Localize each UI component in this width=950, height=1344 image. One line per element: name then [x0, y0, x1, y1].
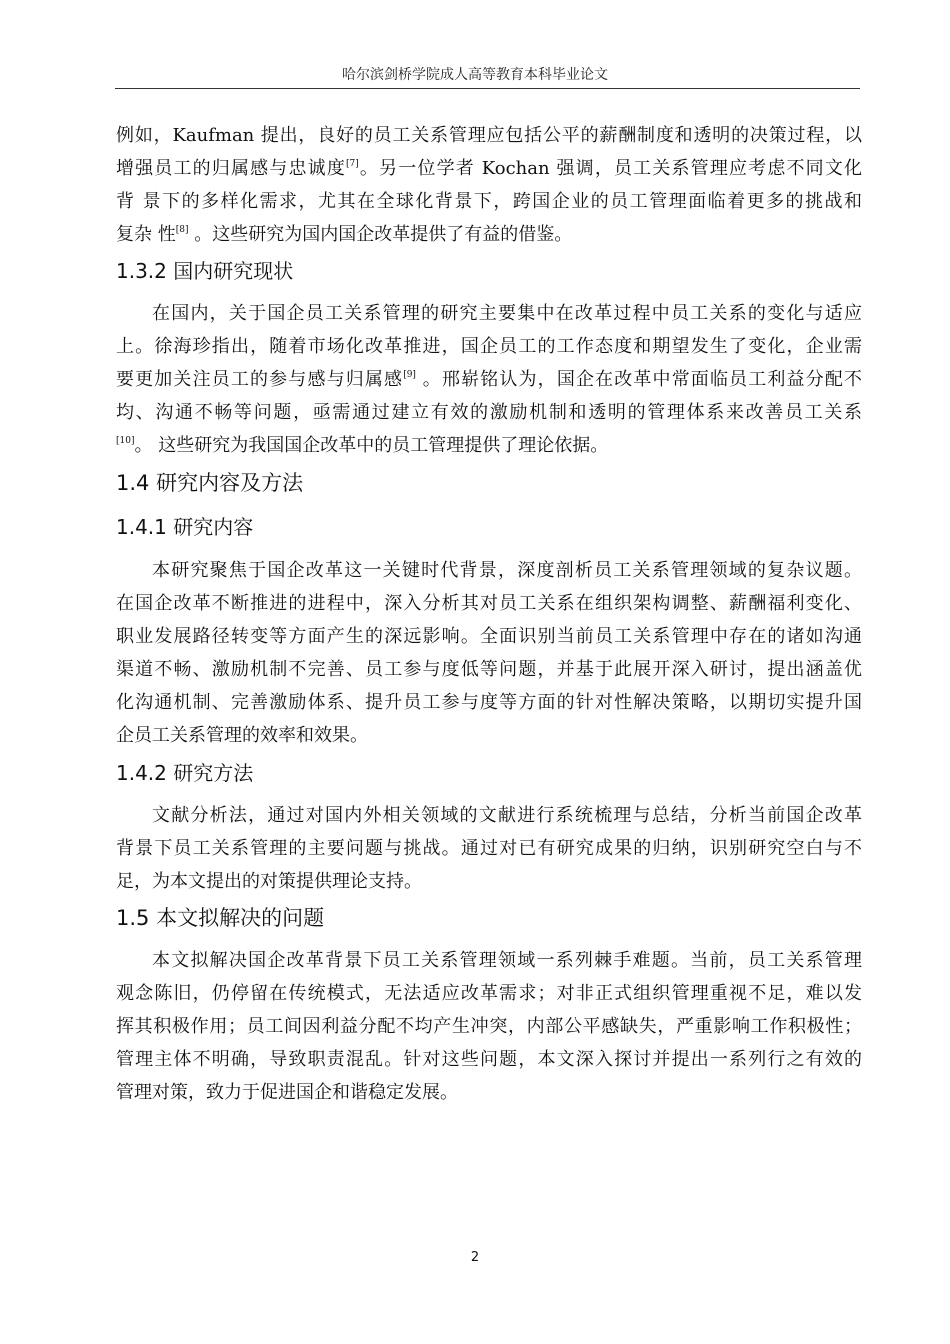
paragraph-line — [116, 190, 862, 214]
line-text: 背景下员工关系管理的主要问题与挑战。通过对已有研究成果的归纳，识别研究空白与不 — [116, 838, 862, 859]
line-text: 。 这些研究为我国国企改革中的员工管理提供了理论依据。 — [134, 435, 609, 456]
paragraph-line — [116, 1048, 862, 1072]
line-text: 挥其积极作用；员工间因利益分配不均产生冲突，内部公平感缺失，严重影响工作积极性； — [116, 1016, 862, 1037]
header-rule — [115, 88, 860, 89]
paragraph-line — [116, 658, 862, 682]
line-text: 。另一位学者 Kochan 强调，员工关系管理应考虑不同文化 — [358, 158, 862, 179]
paragraph-line — [152, 949, 862, 973]
paragraph-line — [116, 724, 862, 748]
citation-marker: [10] — [116, 436, 135, 446]
line-text: 背 景下的多样化需求，尤其在全球化背景下，跨国企业的员工管理面临着更多的挑战和 — [116, 191, 862, 212]
line-text: 。这些研究为国内国企改革提供了有益的借鉴。 — [188, 224, 573, 245]
section-heading: 1.4 研究内容及方法 — [116, 471, 304, 495]
line-text: 企员工关系管理的效率和效果。 — [116, 725, 368, 746]
paragraph-line — [152, 559, 862, 583]
paragraph-line — [116, 223, 862, 247]
line-text: 复杂 性 — [116, 224, 176, 245]
line-text: 足，为本文提出的对策提供理论支持。 — [116, 871, 422, 892]
paragraph-line — [116, 434, 862, 458]
paragraph-line — [116, 982, 862, 1006]
section-heading: 1.5 本文拟解决的问题 — [116, 906, 325, 930]
line-text: 观念陈旧，仍停留在传统模式，无法适应改革需求；对非正式组织管理重视不足，难以发 — [116, 983, 862, 1004]
paragraph-line — [116, 592, 862, 616]
paragraph-line — [116, 1081, 862, 1105]
paragraph-line — [116, 124, 862, 148]
paragraph-line — [152, 302, 862, 326]
paragraph-line — [116, 691, 862, 715]
paragraph-line — [116, 368, 862, 392]
line-text: 在国内，关于国企员工关系管理的研究主要集中在改革过程中员工关系的变化与适应 — [152, 303, 862, 324]
running-header: 哈尔滨剑桥学院成人高等教育本科毕业论文 — [342, 67, 608, 83]
paragraph-line — [152, 804, 862, 828]
paragraph-line — [116, 401, 862, 425]
line-text: 本研究聚焦于国企改革这一关键时代背景，深度剖析员工关系管理领域的复杂议题。 — [152, 560, 862, 581]
line-text: 在国企改革不断推进的进程中，深入分析其对员工关系在组织架构调整、薪酬福利变化、 — [116, 593, 862, 614]
paragraph-line — [116, 157, 862, 181]
line-text: 化沟通机制、完善激励体系、提升员工参与度等方面的针对性解决策略，以期切实提升国 — [116, 692, 862, 713]
line-text: 例如，Kaufman 提出，良好的员工关系管理应包括公平的薪酬制度和透明的决策过程，以 — [116, 125, 862, 146]
paragraph-line — [116, 335, 862, 359]
section-heading: 1.4.2 研究方法 — [116, 761, 254, 785]
page-number: 2 — [470, 1250, 480, 1265]
line-text: 上。徐海珍指出，随着市场化改革推进，国企员工的工作态度和期望发生了变化，企业需 — [116, 336, 862, 357]
line-text: 本文拟解决国企改革背景下员工关系管理领域一系列棘手难题。当前，员工关系管理 — [152, 950, 862, 971]
section-heading: 1.4.1 研究内容 — [116, 515, 254, 539]
line-text: 职业发展路径转变等方面产生的深远影响。全面识别当前员工关系管理中存在的诸如沟通 — [116, 626, 862, 647]
paragraph-line — [116, 837, 862, 861]
line-text: 。邢崭铭认为，国企在改革中常面临员工利益分配不 — [415, 369, 862, 390]
paragraph-line — [116, 870, 862, 894]
citation-marker: [7] — [346, 159, 359, 169]
line-text: 增强员工的归属感与忠诚度 — [116, 158, 346, 179]
paragraph-line — [116, 625, 862, 649]
line-text: 管理对策，致力于促进国企和谐稳定发展。 — [116, 1082, 458, 1103]
line-text: 要更加关注员工的参与感与归属感 — [116, 369, 404, 390]
citation-marker: [8] — [175, 225, 189, 235]
line-text: 均、沟通不畅等问题，亟需通过建立有效的激励机制和透明的管理体系来改善员工关系 — [116, 402, 862, 423]
line-text: 管理主体不明确，导致职责混乱。针对这些问题，本文深入探讨并提出一系列行之有效的 — [116, 1049, 862, 1070]
line-text: 渠道不畅、激励机制不完善、员工参与度低等问题，并基于此展开深入研讨，提出涵盖优 — [116, 659, 862, 680]
paragraph-line — [116, 1015, 862, 1039]
citation-marker: [9] — [403, 370, 416, 380]
section-heading: 1.3.2 国内研究现状 — [116, 259, 294, 283]
line-text: 文献分析法，通过对国内外相关领域的文献进行系统梳理与总结，分析当前国企改革 — [152, 805, 862, 826]
